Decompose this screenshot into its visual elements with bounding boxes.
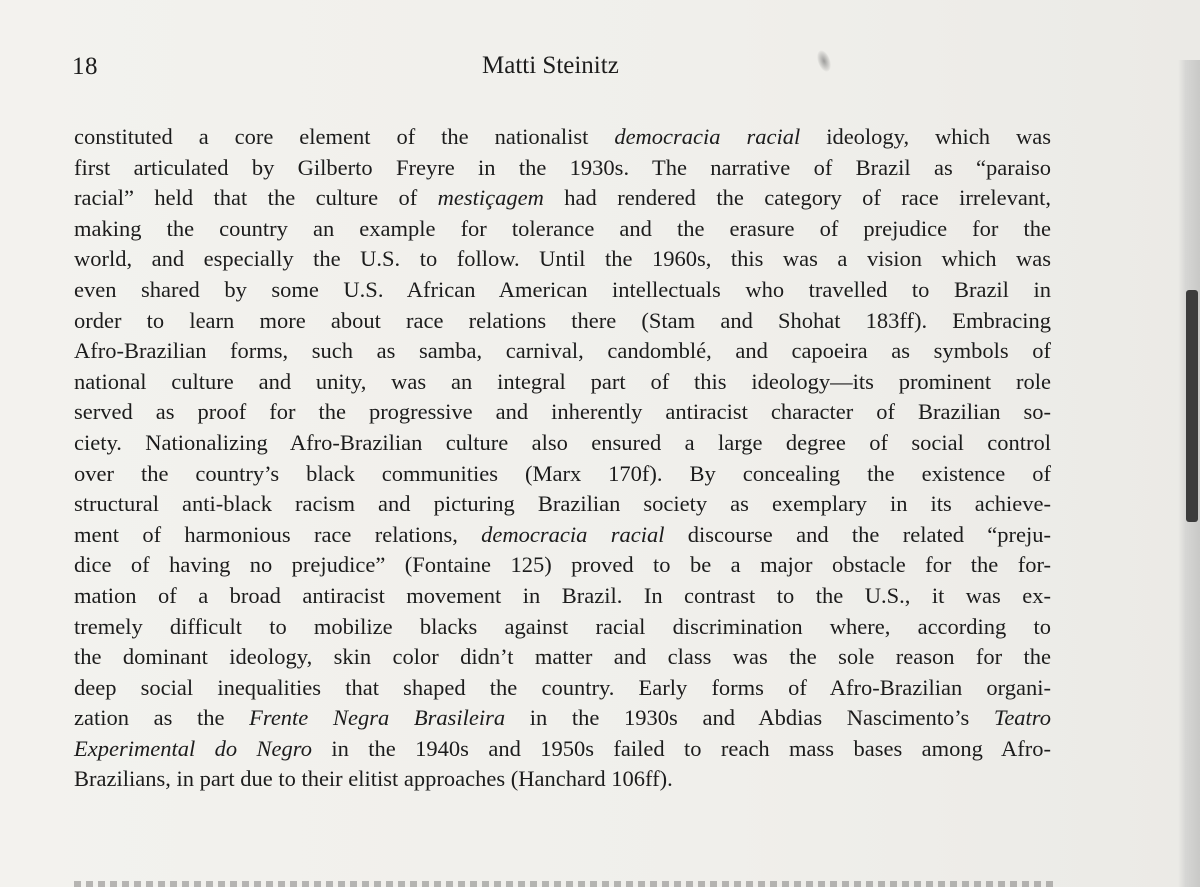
scan-smudge-mark <box>815 49 834 74</box>
text-line: served as proof for the progressive and inherently antiracist character of Brazilian so- <box>74 399 1051 425</box>
italic-term: Frente Negra Brasileira <box>249 705 506 731</box>
italic-term: Experimental do Negro <box>74 735 312 761</box>
italic-term: mestiçagem <box>437 185 544 211</box>
body-paragraph <box>74 122 1051 795</box>
cut-off-next-line <box>74 877 1054 887</box>
page-number: 18 <box>72 53 98 80</box>
text-line: ment of harmonious race relations, democracia racial discourse and the related “preju- <box>74 521 1051 547</box>
text-line: the dominant ideology, skin color didn’t matter and class was the sole reason for the <box>74 644 1051 670</box>
text-line: structural anti-black racism and picturing Brazilian society as exemplary in its achieve- <box>74 491 1051 517</box>
text-line-last: Brazilians, in part due to their elitist approaches (Hanchard 106ff). <box>74 766 673 792</box>
text-line: world, and especially the U.S. to follow. Until the 1960s, this was a vision which was <box>74 246 1051 272</box>
text-line: racial” held that the culture of mestiçagem had rendered the category of race irrelevant, <box>74 185 1051 211</box>
text-line: Afro-Brazilian forms, such as samba, carnival, candomblé, and capoeira as symbols of <box>74 338 1051 364</box>
text-line: making the country an example for tolerance and the erasure of prejudice for the <box>74 215 1051 241</box>
text-line: over the country’s black communities (Marx 170f). By concealing the existence of <box>74 460 1051 486</box>
running-head-author: Matti Steinitz <box>482 52 619 79</box>
text-line: first articulated by Gilberto Freyre in the 1930s. The narrative of Brazil as “paraiso <box>74 154 1051 180</box>
text-line: tremely difficult to mobilize blacks against racial discrimination where, according to <box>74 613 1051 639</box>
italic-term: democracia racial <box>481 521 665 547</box>
text-line: mation of a broad antiracist movement in Brazil. In contrast to the U.S., it was ex- <box>74 582 1051 608</box>
text-line: national culture and unity, was an integral part of this ideology—its prominent role <box>74 368 1051 394</box>
text-line: Experimental do Negro in the 1940s and 1950s failed to reach mass bases among Afro- <box>74 735 1051 761</box>
text-line: even shared by some U.S. African American intellectuals who travelled to Brazil in <box>74 276 1051 302</box>
italic-term: Teatro <box>993 705 1051 731</box>
text-line: zation as the Frente Negra Brasileira in the 1930s and Abdias Nascimento’s Teatro <box>74 705 1051 731</box>
italic-term: democracia racial <box>614 124 801 149</box>
scrollbar-thumb[interactable] <box>1186 290 1198 522</box>
text-line: dice of having no prejudice” (Fontaine 125) proved to be a major obstacle for the for- <box>74 552 1051 578</box>
text-line: ciety. Nationalizing Afro-Brazilian culture also ensured a large degree of social control <box>74 429 1051 455</box>
text-line: constituted a core element of the nationalist democracia racial ideology, which was <box>74 124 1051 149</box>
text-line: order to learn more about race relations there (Stam and Shohat 183ff). Embracing <box>74 307 1051 333</box>
text-line: deep social inequalities that shaped the country. Early forms of Afro-Brazilian organi- <box>74 674 1051 700</box>
